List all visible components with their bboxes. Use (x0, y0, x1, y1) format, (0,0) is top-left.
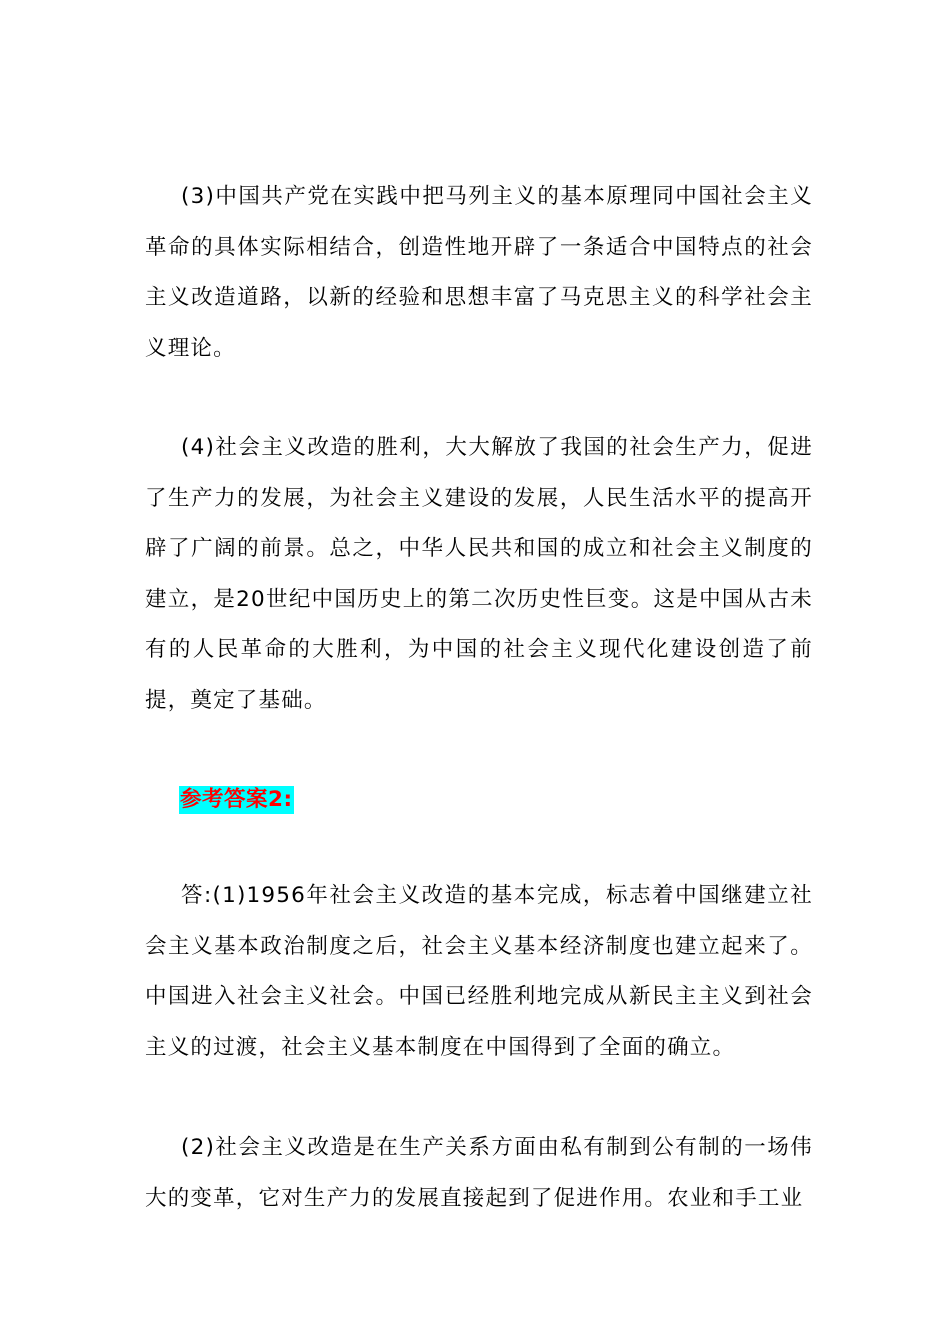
paragraph-point-4: (4)社会主义改造的胜利，大大解放了我国的社会生产力，促进了生产力的发展，为社会主义建设的发展，人民生活水平的提高开辟了广阔的前景。总之，中华人民共和国的成立和社会主义制度的建立，是20世纪中国历史上的第二次历史性巨变。这是中国从古未有的人民革命的大胜利，为中国的社会主义现代化建设创造了前提，奠定了基础。 (145, 435, 813, 713)
answer-paragraph-2: (2)社会主义改造是在生产关系方面由私有制到公有制的一场伟大的变革，它对生产力的发展直接起到了促进作用。农业和手工业 (145, 1135, 813, 1211)
paragraph-point-3: (3)中国共产党在实践中把马列主义的基本原理同中国社会主义革命的具体实际相结合，创造性地开辟了一条适合中国特点的社会主义改造道路，以新的经验和思想丰富了马克思主义的科学社会主义理论。 (145, 184, 813, 361)
answer-heading: 参考答案2: (180, 787, 293, 812)
answer-paragraph-1: 答:(1)1956年社会主义改造的基本完成，标志着中国继建立社会主义基本政治制度之后，社会主义基本经济制度也建立起来了。中国进入社会主义社会。中国已经胜利地完成从新民主主义到社会主义的过渡，社会主义基本制度在中国得到了全面的确立。 (145, 883, 813, 1060)
